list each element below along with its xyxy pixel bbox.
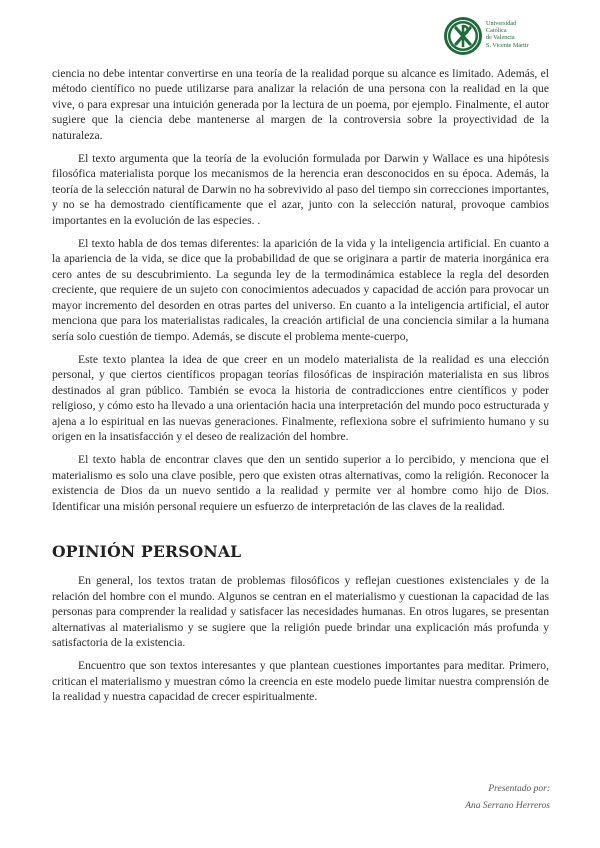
university-name: Universidad Católica de Valencia S. Vicente Mártir: [486, 20, 529, 49]
signature-label: Presentado por:: [488, 784, 550, 794]
section-title: OPINIÓN PERSONAL: [52, 541, 242, 561]
paragraph-5: El texto habla de encontrar claves que den un sentido superior a lo percibido, y menciona que el materialismo es solo una clave posible, pero que existen otras alternativas, como la religión. Reconocer la existencia de Dios da un nuevo sentido a la realidad y permite ver al hombre como hijo de Dios. Identificar una misión personal requiere un esfuerzo de interpretación de las claves de la realidad.: [52, 453, 549, 513]
opinion-paragraph-1: En general, los textos tratan de problemas filosóficos y reflejan cuestiones existenciales y de la relación del hombre con el mundo. Algunos se centran en el materialismo y cuestionan la capacidad de las personas para comprender la realidad y satisfacer las necesidades humanas. En otros lugares, se presentan alternativas al materialismo y se sugiere que la religión puede brindar una explicación más profunda y satisfactoria de la existencia.: [52, 574, 549, 649]
university-seal-icon: [443, 16, 483, 56]
signature: [465, 781, 550, 815]
paragraph-2: El texto argumenta que la teoría de la evolución formulada por Darwin y Wallace es una hipótesis filosófica materialista porque los mecanismos de la herencia eran desconocidos en su época. Además, la teoría de la selección natural de Darwin no ha sobrevivido al paso del tiempo sin correcciones importantes, y no se ha demostrado científicamente que el azar, junto con la selección natural, provoque cambios importantes en la evolución de las especies. .: [52, 152, 549, 227]
paragraph-3: El texto habla de dos temas diferentes: la aparición de la vida y la inteligencia artificial. En cuanto a la apariencia de la vida, se dice que la probabilidad de que se originara a partir de materia inorgánica era cero antes de su descubrimiento. La segunda ley de la termodinámica establece la regla del desorden creciente, que requiere de un sujeto con conocimientos adecuados y capacidad de acción para provocar un mayor incremento del desorden en otras partes del universo. En cuanto a la inteligencia artificial, el autor menciona que para los materialistas radicales, la creación artificial de una conciencia similar a la humana sería solo cuestión de tiempo. Además, se discute el problema mente-cuerpo,: [52, 237, 549, 343]
paragraph-4: Este texto plantea la idea de que creer en un modelo materialista de la realidad es una elección personal, y que ciertos científicos propagan teorías filosóficas de inspiración materialista en sus libros destinados al gran público. También se evoca la historia de contradicciones entre científicos y poder religioso, y cómo esto ha llevado a una orientación hacia una interpretación del mundo poco estructurada y ajena a lo espiritual en las nuevas generaciones. Finalmente, reflexiona sobre el sufrimiento humano y su origen en la insatisfacción y el deseo de realización del hombre.: [52, 352, 549, 443]
paragraph-1: ciencia no debe intentar convertirse en una teoría de la realidad porque su alcance es limitado. Además, el método científico no puede utilizarse para analizar la relación de una persona con la realidad en la que vive, o para expresar una intuición generada por la lectura de un poema, por ejemplo. Finalmente, el autor sugiere que la ciencia debe mantenerse al margen de la controversia sobre la proyectividad de la naturaleza.: [52, 67, 549, 142]
opinion-paragraph-2: Encuentro que son textos interesantes y que plantean cuestiones importantes para meditar. Primero, critican el materialismo y muestran cómo la creencia en este modelo puede limitar nuestra comprensión de la realidad y nuestra capacidad de crecer espiritualmente.: [52, 659, 549, 704]
university-logo: [443, 16, 561, 56]
document-body: [52, 66, 549, 713]
signature-author: Ana Serrano Herreros: [465, 801, 550, 811]
